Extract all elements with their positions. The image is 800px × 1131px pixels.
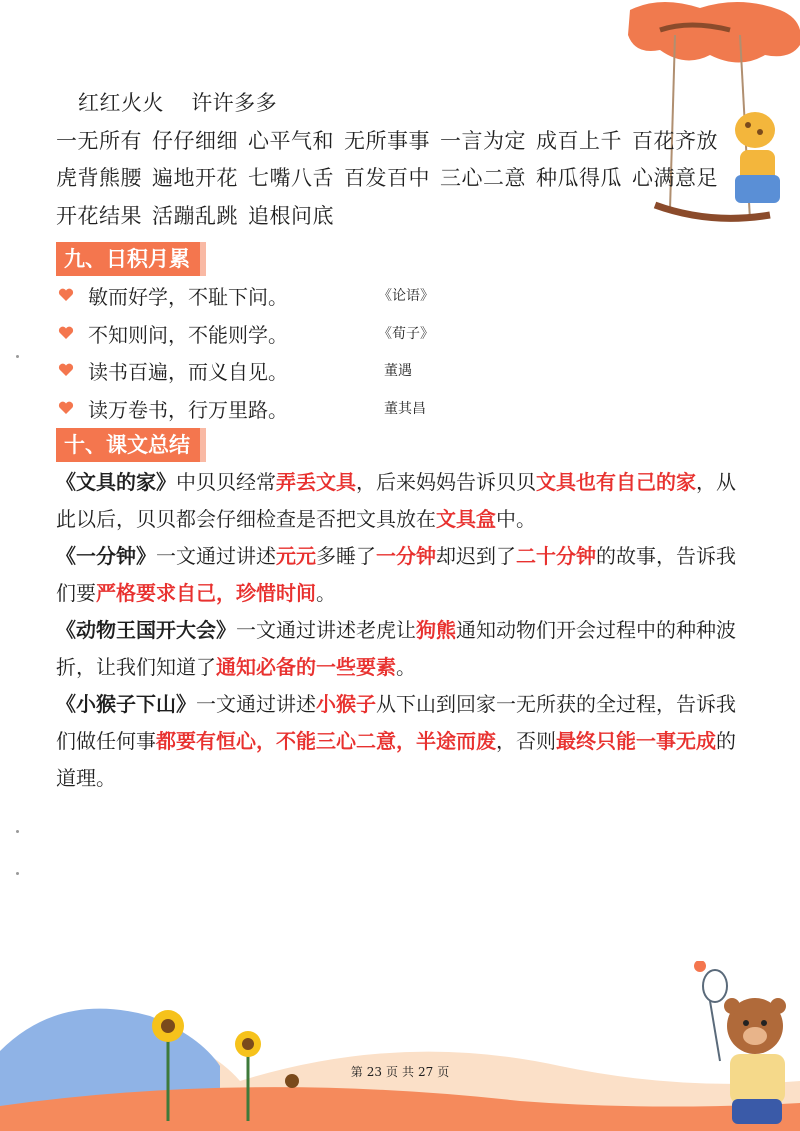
words-line-2 (56, 131, 728, 152)
quote-source: 《论语》 (378, 288, 434, 304)
word: 追根问底 (248, 204, 334, 228)
text: 多睡了 (316, 544, 376, 568)
lesson-title: 《小猴子下山》 (56, 692, 196, 716)
text: 。 (396, 655, 416, 679)
lesson-title: 《一分钟》 (56, 544, 156, 568)
word: 仔仔细细 (152, 129, 238, 153)
heart-bullet-icon (58, 363, 74, 377)
word: 心平气和 (248, 129, 334, 153)
word: 虎背熊腰 (56, 166, 142, 190)
heart-bullet-icon (58, 326, 74, 340)
tree-swing-giraffe-illustration (590, 0, 800, 250)
footer-text: 第 (350, 1065, 363, 1079)
text: 一文通过讲述老虎让 (236, 618, 416, 642)
quote-row (58, 393, 426, 423)
highlight: 弄丢文具 (276, 470, 356, 494)
text: 的道理。 (56, 729, 736, 790)
highlight: 严格要求自己，珍惜时间 (96, 581, 316, 605)
word: 许许多多 (191, 91, 278, 115)
lesson-summary (56, 464, 746, 797)
scan-dot (16, 872, 19, 875)
section-title-summary: 十、课文总结 (56, 428, 200, 462)
current-page: 23 (366, 1065, 382, 1079)
highlight: 文具盒 (436, 507, 496, 531)
word: 活蹦乱跳 (152, 204, 238, 228)
words-line-4 (56, 206, 344, 227)
summary-paragraph (56, 686, 746, 797)
quote-source: 董遇 (384, 363, 412, 379)
text: 。 (316, 581, 336, 605)
word: 三心二意 (440, 166, 526, 190)
heart-bullet-icon (58, 401, 74, 415)
word: 无所事事 (344, 129, 430, 153)
word: 遍地开花 (152, 166, 238, 190)
word: 心满意足 (632, 166, 718, 190)
words-line-3 (56, 168, 728, 189)
word: 一言为定 (440, 129, 526, 153)
word: 种瓜得瓜 (536, 166, 622, 190)
summary-paragraph (56, 612, 746, 686)
text: ，否则 (496, 729, 556, 753)
text: 中贝贝经常 (176, 470, 276, 494)
word: 百花齐放 (632, 129, 718, 153)
word: 百发百中 (344, 166, 430, 190)
quote-source: 《荀子》 (378, 326, 434, 342)
section-title-accumulation: 九、日积月累 (56, 242, 200, 276)
lesson-title: 《动物王国开大会》 (56, 618, 236, 642)
highlight: 都要有恒心，不能三心二意，半途而废 (156, 729, 496, 753)
total-pages: 27 (418, 1065, 434, 1079)
scan-dot (16, 830, 19, 833)
text: 一文通过讲述 (156, 544, 276, 568)
word: 红红火火 (78, 91, 164, 115)
word: 一无所有 (56, 129, 142, 153)
heart-bullet-icon (58, 288, 74, 302)
highlight: 最终只能一事无成 (556, 729, 716, 753)
highlight: 文具也有自己的家 (536, 470, 696, 494)
highlight: 元元 (276, 544, 316, 568)
summary-paragraph (56, 464, 746, 538)
text: 一文通过讲述 (196, 692, 316, 716)
quote-row (58, 280, 434, 310)
words-line-1 (78, 93, 287, 114)
text: 却迟到了 (436, 544, 516, 568)
text: 从下山到回家一无所获的全过程，告诉我们做任何事 (56, 692, 736, 753)
footer-text: 页 (385, 1065, 398, 1079)
quote-text: 不知则问，不能则学。 (88, 322, 288, 347)
quote-row (58, 318, 434, 348)
highlight: 狗熊 (416, 618, 456, 642)
text: 中。 (496, 507, 536, 531)
scan-dot (16, 355, 19, 358)
lesson-title: 《文具的家》 (56, 470, 176, 494)
quote-text: 敏而好学，不耻下问。 (88, 284, 288, 309)
footer-text: 共 (402, 1065, 415, 1079)
bear-butterfly-net-illustration (660, 961, 800, 1131)
page-footer (0, 1063, 800, 1080)
quote-text: 读万卷书，行万里路。 (88, 397, 288, 422)
quote-source: 董其昌 (384, 401, 426, 417)
quote-row (58, 355, 412, 385)
quote-text: 读书百遍，而义自见。 (88, 359, 288, 384)
highlight: 通知必备的一些要素 (216, 655, 396, 679)
footer-text: 页 (437, 1065, 450, 1079)
text: 的故事，告诉我们要 (56, 544, 736, 605)
word: 成百上千 (536, 129, 622, 153)
highlight: 二十分钟 (516, 544, 596, 568)
text: 通知动物们开会过程中的种种波折，让我们知道了 (56, 618, 736, 679)
summary-paragraph (56, 538, 746, 612)
highlight: 一分钟 (376, 544, 436, 568)
word: 七嘴八舌 (248, 166, 334, 190)
text: ，从此以后，贝贝都会仔细检查是否把文具放在 (56, 470, 736, 531)
highlight: 小猴子 (316, 692, 376, 716)
word: 开花结果 (56, 204, 142, 228)
text: ，后来妈妈告诉贝贝 (356, 470, 536, 494)
